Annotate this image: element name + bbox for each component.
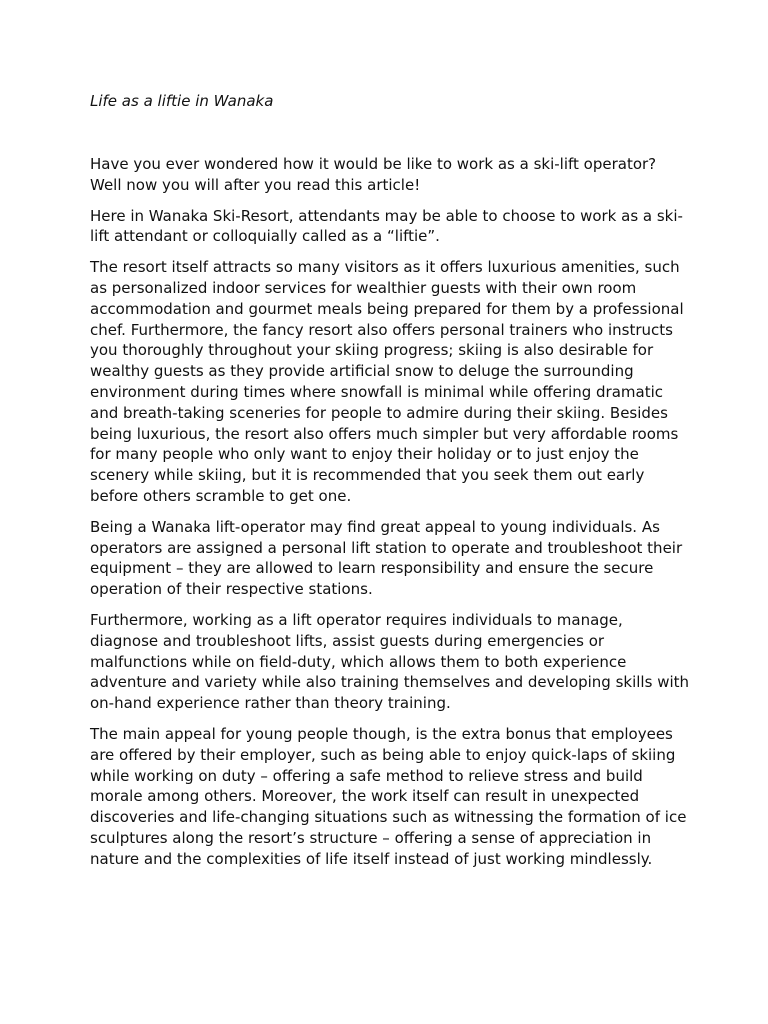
paragraph-operator-duties: Furthermore, working as a lift operator requires individuals to manage, diagnose and troubleshoot lifts, assist guests during emergencies or malfunctions while on field-duty, which allows them to both experience adventure and variety while also training themselves and developing skills with on-hand experience rather than theory training. <box>90 610 690 713</box>
paragraph-intro: Have you ever wondered how it would be like to work as a ski-lift operator? Well now you will after you read this article! <box>90 155 657 194</box>
paragraph-liftie-definition: Here in Wanaka Ski-Resort, attendants may be able to choose to work as a ski-lift attendant or colloquially called as a “liftie”. <box>90 206 683 246</box>
paragraph-resort-amenities: The resort itself attracts so many visitors as it offers luxurious amenities, such as personalized indoor services for wealthier guests with their own room accommodation and gourmet meals being prepared for them by a professional chef. Furthermore, the fancy resort also offers personal trainers who instructs you thoroughly throughout your skiing progress; skiing is also desirable for wealthy guests as they provide artificial snow to deluge the surrounding environment during times where snowfall is minimal while offering dramatic and breath-taking sceneries for people to admire during their skiing. Besides being luxurious, the resort also offers much simpler but very affordable rooms for many people who only want to enjoy their holiday or to just enjoy the scenery while skiing, but it is recommended that you seek them out early before others scramble to get one. <box>90 258 684 505</box>
document-title: Life as a liftie in Wanaka <box>90 92 274 110</box>
paragraph-operator-appeal: Being a Wanaka lift-operator may find great appeal to young individuals. As operators are assigned a personal lift station to operate and troubleshoot their equipment – they are allowed to learn responsibility and ensure the secure operation of their respective stations. <box>90 517 683 599</box>
paragraph-main-appeal: The main appeal for young people though, is the extra bonus that employees are offered by their employer, such as being able to enjoy quick-laps of skiing while working on duty – offering a safe method to relieve stress and build morale among others. Moreover, the work itself can result in unexpected discoveries and life-changing situations such as witnessing the formation of ice sculptures along the resort’s structure – offering a sense of appreciation in nature and the complexities of life itself instead of just working mindlessly. <box>90 724 687 868</box>
article-body <box>90 154 690 880</box>
